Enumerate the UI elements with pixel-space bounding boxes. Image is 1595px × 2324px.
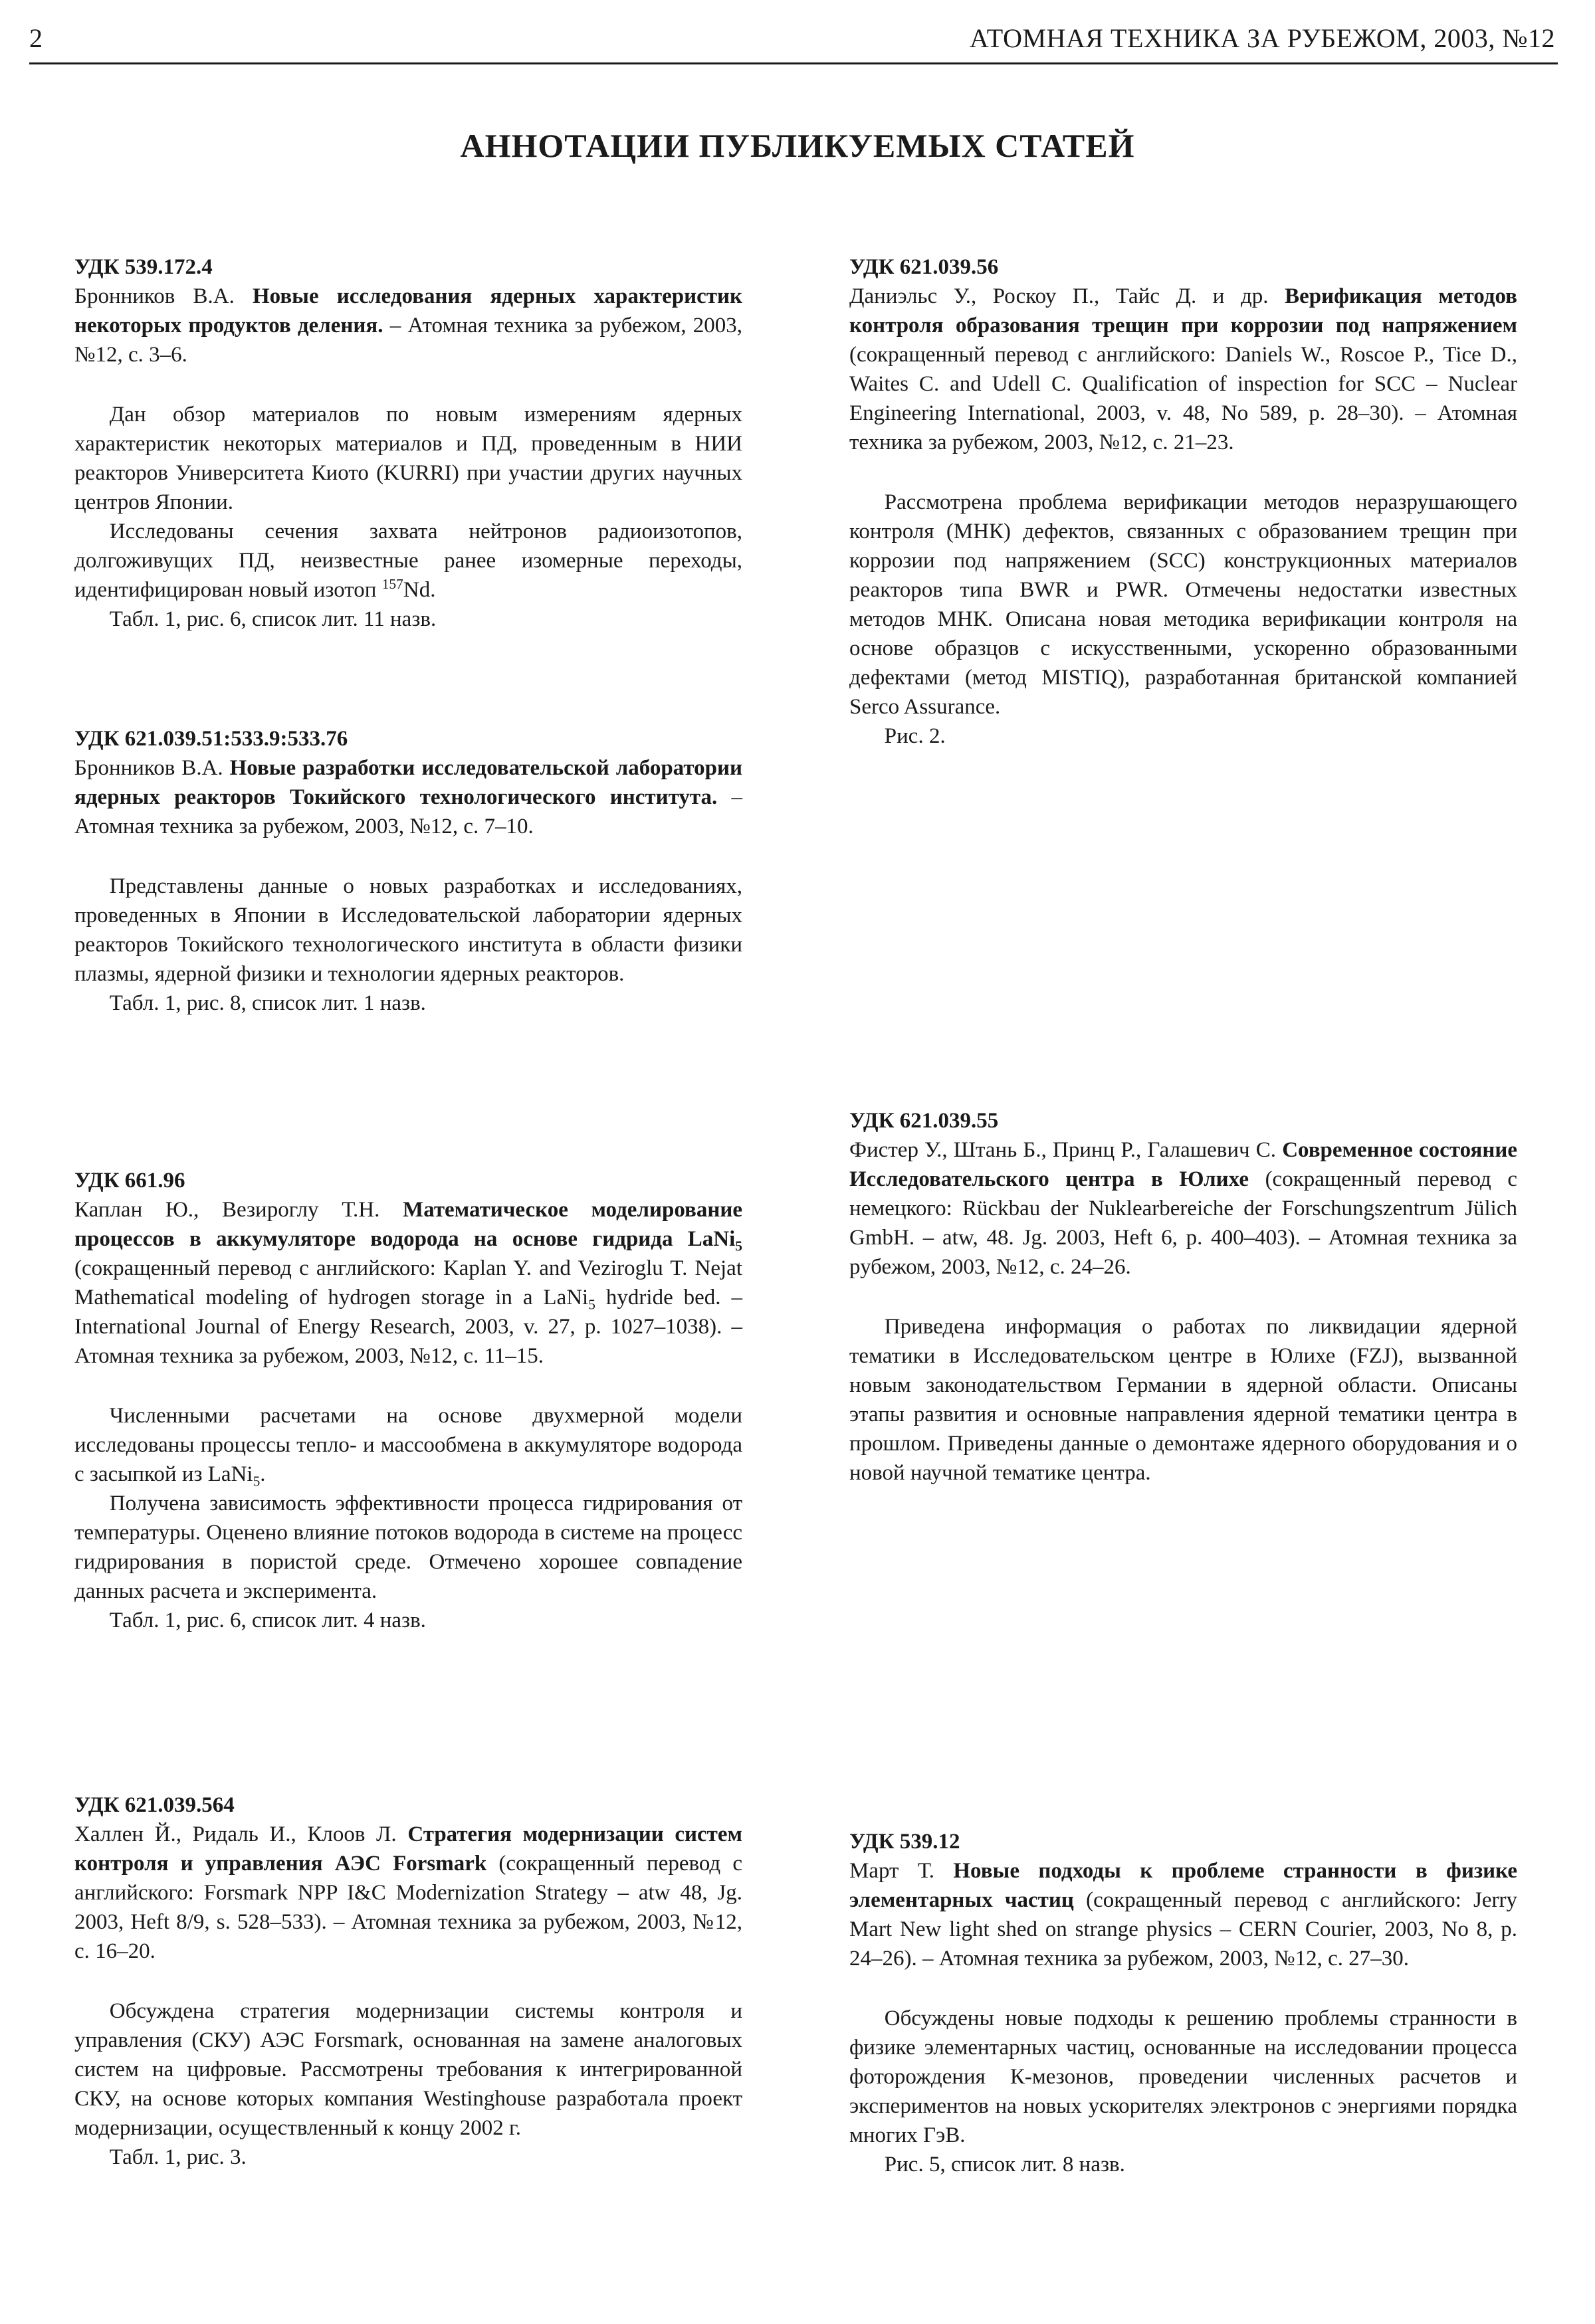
title-subscript: 5 [735, 1238, 742, 1254]
abstract-subscript: 5 [253, 1473, 261, 1490]
abstract-text: Исследованы сечения захвата нейтронов радиоизотопов, долгоживущих ПД, неизвестные ранее изомерные переходы, идентифицирован новый изотоп [74, 520, 742, 602]
article-4 [74, 1791, 742, 2172]
isotope-symbol: Nd. [403, 578, 436, 602]
article-5 [849, 252, 1517, 751]
source: – Атомная техника за рубежом, 2003, №12, с. 3–6. [74, 314, 743, 367]
article-7 [849, 1827, 1517, 2179]
references: Табл. 1, рис. 3. [109, 2145, 247, 2169]
title-text: Математическое моделирование процессов в аккумуляторе водорода на основе гидрида LaNi [74, 1198, 742, 1251]
article-title: Новые подходы к проблеме странности в физике элементарных частиц [849, 1859, 1517, 1912]
abstract [849, 1312, 1517, 1488]
abstract-text: Численными расчетами на основе двухмерной модели исследованы процессы тепло- и массообмена в аккумуляторе водорода с засыпкой из LaNi [74, 1404, 742, 1486]
source: (сокращенный перевод с английского: Forsmark NPP I&C Modernization Strategy – atw 48, Jg. 2003, Heft 8/9, s. 528–533). – Атомная техника за рубежом, 2003, №12, с. 16–20. [74, 1852, 742, 1963]
citation [849, 282, 1517, 457]
citation [849, 1135, 1517, 1282]
article-title: Современное состояние Исследовательского центра в Юлихе [849, 1138, 1517, 1191]
udk-code: УДК 621.039.55 [849, 1109, 999, 1133]
abstract-paragraph [74, 517, 742, 605]
authors: Халлен Й., Ридаль И., Клоов Л. [74, 1822, 397, 1846]
abstract-paragraph: Рассмотрена проблема верификации методов неразрушающего контроля (МНК) дефектов, связанных с образованием трещин при коррозии под напряжением (SCC) конструкционных материалов реакторов типа BWR и PWR. Отмечены недостатки известных методов МНК. Описана новая методика верификации контроля на основе образцов с искусственными, ускоренно образованными дефектами (метод MISTIQ), разработанная британской компанией Serco Assurance. [849, 490, 1517, 719]
source-subscript: 5 [588, 1296, 595, 1313]
authors: Даниэльс У., Роскоу П., Тайс Д. и др. [849, 284, 1269, 308]
page-title: АННОТАЦИИ ПУБЛИКУЕМЫХ СТАТЕЙ [460, 127, 1135, 164]
references: Рис. 2. [884, 724, 946, 748]
source [74, 1256, 742, 1368]
abstract [74, 1996, 742, 2172]
source-text: (сокращенный перевод с английского: Kaplan Y. and Veziroglu T. Nejat Mathematical modeling of hydrogen storage in a LaNi [74, 1256, 742, 1309]
udk-code: УДК 661.96 [74, 1169, 185, 1193]
udk-code: УДК 621.039.56 [849, 255, 999, 279]
article-2 [74, 724, 742, 1018]
citation [849, 1856, 1517, 1973]
references: Рис. 5, список лит. 8 назв. [884, 2153, 1125, 2177]
abstract [849, 488, 1517, 751]
source: – Атомная техника за рубежом, 2003, №12, с. 7–10. [74, 785, 742, 838]
authors: Бронников В.А. [74, 284, 235, 308]
abstract [74, 1401, 742, 1635]
article-title: Новые исследования ядерных характеристик некоторых продуктов деления. [74, 284, 742, 338]
source-text-end: hydride bed. – International Journal of Energy Research, 2003, v. 27, p. 1027–1038). – Атомная техника за рубежом, 2003, №12, с. 11–15. [74, 1286, 742, 1368]
abstract [74, 872, 742, 1018]
abstract [849, 2004, 1517, 2179]
udk-code: УДК 539.172.4 [74, 255, 213, 279]
citation [74, 753, 742, 841]
references: Табл. 1, рис. 6, список лит. 4 назв. [109, 1608, 426, 1632]
citation [74, 1820, 742, 1966]
references: Табл. 1, рис. 8, список лит. 1 назв. [109, 991, 426, 1015]
abstract-text-end: . [260, 1462, 266, 1486]
udk-code: УДК 621.039.564 [74, 1793, 235, 1817]
article-title: Верификация методов контроля образования трещин при коррозии под напряжением [849, 284, 1518, 338]
citation [74, 282, 742, 369]
abstract-paragraph: Обсуждены новые подходы к решению проблемы странности в физике элементарных частиц, основанные на исследовании процесса фоторождения К-мезонов, проведении численных расчетов и экспериментов на новых ускорителях электронов с энергиями порядка многих ГэВ. [849, 2006, 1517, 2147]
authors: Март Т. [849, 1859, 934, 1883]
abstract [74, 400, 742, 634]
authors: Каплан Ю., Везироглу Т.Н. [74, 1198, 380, 1222]
article-3 [74, 1166, 742, 1635]
source: (сокращенный перевод с английского: Daniels W., Roscoe P., Tice D., Waites C. and Udell C. Qualification of inspection for SCC – Nuclear Engineering International, 2003, v. 48, No 589, p. 28–30). – Атомная техника за рубежом, 2003, №12, с. 21–23. [849, 343, 1517, 454]
references: Табл. 1, рис. 6, список лит. 11 назв. [109, 607, 437, 631]
article-6 [849, 1106, 1517, 1488]
abstract-paragraph: Обсуждена стратегия модернизации системы контроля и управления (СКУ) АЭС Forsmark, основанная на замене аналоговых систем на цифровые. Рассмотрены требования к интегрированной СКУ, на основе которых компания Westinghouse разработала проект модернизации, осуществленный к концу 2002 г. [74, 1999, 742, 2140]
abstract-paragraph: Получена зависимость эффективности процесса гидрирования от температуры. Оценено влияние потоков водорода в системе на процесс гидрирования в пористой среде. Отмечено хорошее совпадение данных расчета и эксперимента. [74, 1492, 742, 1603]
isotope-mass: 157 [381, 576, 403, 592]
journal-title: АТОМНАЯ ТЕХНИКА ЗА РУБЕЖОМ, 2003, №12 [969, 23, 1555, 53]
source: (сокращенный перевод с немецкого: Rückbau der Nuklearbereiche der Forschungszentrum Jülich GmbH. – atw, 48. Jg. 2003, Heft 6, p. 400–403). – Атомная техника за рубежом, 2003, №12, с. 24–26. [849, 1167, 1518, 1279]
article-1 [74, 252, 742, 634]
udk-code: УДК 539.12 [849, 1830, 960, 1854]
article-title: Стратегия модернизации систем контроля и управления АЭС Forsmark [74, 1822, 743, 1876]
page-number: 2 [29, 23, 43, 53]
abstract-paragraph: Дан обзор материалов по новым измерениям ядерных характеристик некоторых материалов и ПД, проведенным в НИИ реакторов Университета Киото (KURRI) при участии других научных центров Японии. [74, 403, 742, 514]
abstract-paragraph: Представлены данные о новых разработках и исследованиях, проведенных в Японии в Исследовательской лаборатории ядерных реакторов Токийского технологического института в области физики плазмы, ядерной физики и технологии ядерных реакторов. [74, 874, 742, 986]
header-rule [29, 62, 1558, 64]
article-title: Новые разработки исследовательской лаборатории ядерных реакторов Токийского технологического института. [74, 756, 742, 809]
citation [74, 1195, 742, 1371]
abstract-paragraph: Приведена информация о работах по ликвидации ядерной тематики в Исследовательском центре в Юлихе (FZJ), вызванной новым законодательством Германии в ядерной области. Описаны этапы развития и основные направления ядерной тематики центра в прошлом. Приведены данные о демонтаже ядерного оборудования и о новой научной тематике центра. [849, 1315, 1517, 1485]
udk-code: УДК 621.039.51:533.9:533.76 [74, 727, 348, 751]
authors: Бронников В.А. [74, 756, 223, 780]
authors: Фистер У., Штань Б., Принц Р., Галашевич С. [849, 1138, 1277, 1162]
source: (сокращенный перевод с английского: Jerry Mart New light shed on strange physics – CERN Courier, 2003, No 8, p. 24–26). – Атомная техника за рубежом, 2003, №12, с. 27–30. [849, 1888, 1518, 1971]
abstract-paragraph [74, 1401, 742, 1489]
